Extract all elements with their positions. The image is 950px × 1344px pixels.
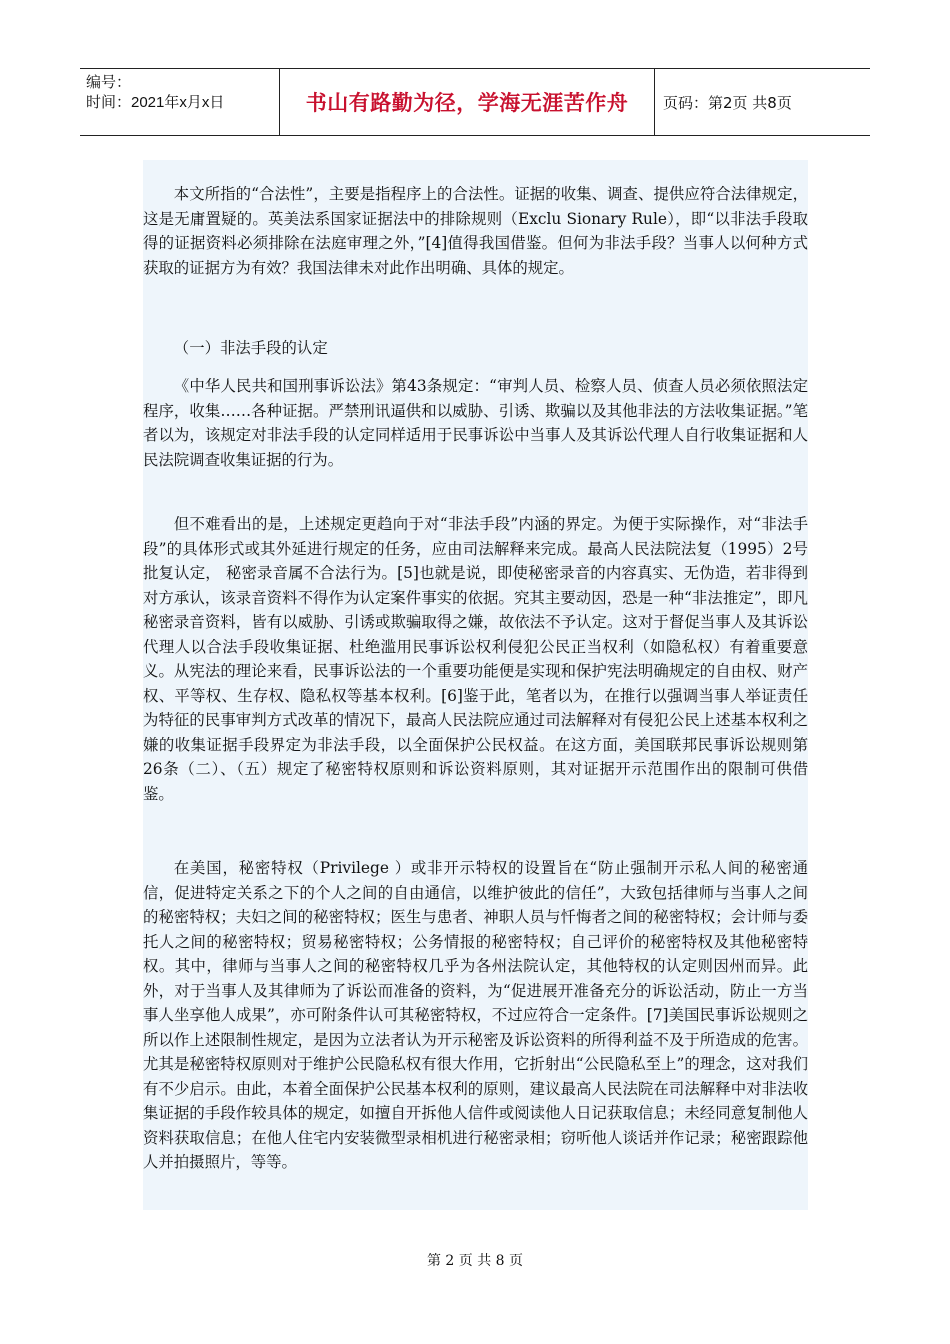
document-body (143, 160, 808, 1210)
section-heading-illegal-means: （一）非法手段的认定 (173, 339, 328, 357)
page-header (80, 68, 870, 136)
paragraph-criminal-procedure-law: 《中华人民共和国刑事诉讼法》第43条规定：“审判人员、检察人员、侦查人员必须依照法定程序，收集……各种证据。严禁刑讯逼供和以威胁、引诱、欺骗以及其他非法的方法收集证据。”笔者以为，该规定对非法手段的认定同样适用于民事诉讼中当事人及其诉讼代理人自行收集证据和人民法院调查收集证据的行为。 (143, 377, 808, 469)
document-date-label: 时间：2021年x月x日 (86, 94, 225, 111)
page-footer: 第 2 页 共 8 页 (426, 1253, 524, 1269)
paragraph-judicial-interpretation: 但不难看出的是，上述规定更趋向于对“非法手段”内涵的界定。为便于实际操作，对“非法手段”的具体形式或其外延进行规定的任务，应由司法解释来完成。最高人民法院法复（1995）2号批复认定， 秘密录音属不合法行为。[5]也就是说，即使秘密录音的内容真实、无伪造，若非得到对方承认，该录音资料不得作为认定案件事实的依据。究其主要动因，恐是一种“非法推定”，即凡秘密录音资料，皆有以威胁、引诱或欺骗取得之嫌，故依法不予认定。这对于督促当事人及其诉讼代理人以合法手段收集证据、杜绝滥用民事诉讼权利侵犯公民正当权利（如隐私权）有着重要意义。从宪法的理论来看，民事诉讼法的一个重要功能便是实现和保护宪法明确规定的自由权、财产权、平等权、生存权、隐私权等基本权利。[6]鉴于此，笔者以为，在推行以强调当事人举证责任为特征的民事审判方式改革的情况下，最高人民法院应通过司法解释对有侵犯公民上述基本权利之嫌的收集证据手段界定为非法手段，以全面保护公民权益。在这方面，美国联邦民事诉讼规则第26条（二）、（五）规定了秘密特权原则和诉讼资料原则，其对证据开示范围作出的限制可供借鉴。 (143, 515, 808, 803)
header-motto: 书山有路勤为径，学海无涯苦作舟 (280, 69, 655, 135)
paragraph-legality: 本文所指的“合法性”，主要是指程序上的合法性。证据的收集、调查、提供应符合法律规定，这是无庸置疑的。英美法系国家证据法中的排除规则（Exclu Sionary Rule），即“以非法手段取得的证据资料必须排除在法庭审理之外，”[4]值得我国借鉴。但何为非法手段？当事人以何种方式获取的证据方为有效？我国法律未对此作出明确、具体的规定。 (143, 185, 808, 277)
document-number-label: 编号： (86, 74, 132, 91)
header-page-code: 页码：第2页 共8页 (663, 93, 792, 112)
paragraph-privilege-us: 在美国，秘密特权（Privilege ）或非开示特权的设置旨在“防止强制开示私人间的秘密通信，促进特定关系之下的个人之间的自由通信，以维护彼此的信任”，大致包括律师与当事人之间的秘密特权；夫妇之间的秘密特权；医生与患者、神职人员与忏悔者之间的秘密特权；会计师与委托人之间的秘密特权；贸易秘密特权；公务情报的秘密特权；自己评价的秘密特权及其他秘密特权。其中，律师与当事人之间的秘密特权几乎为各州法院认定，其他特权的认定则因州而异。此外，对于当事人及其律师为了诉讼而准备的资料，为“促进展开准备充分的诉讼活动，防止一方当事人坐享他人成果”，亦可附条件认可其秘密特权，不过应符合一定条件。[7]美国民事诉讼规则之所以作上述限制性规定，是因为立法者认为开示秘密及诉讼资料的所得利益不及于所造成的危害。尤其是秘密特权原则对于维护公民隐私权有很大作用，它折射出“公民隐私至上”的理念，这对我们有不少启示。由此，本着全面保护公民基本权利的原则，建议最高人民法院在司法解释中对非法收集证据的手段作较具体的规定，如擅自开拆他人信件或阅读他人日记获取信息；未经同意复制他人资料获取信息；在他人住宅内安装微型录相机进行秘密录相；窃听他人谈话并作记录；秘密跟踪他人并拍摄照片，等等。 (143, 859, 808, 1171)
header-info (80, 69, 280, 135)
